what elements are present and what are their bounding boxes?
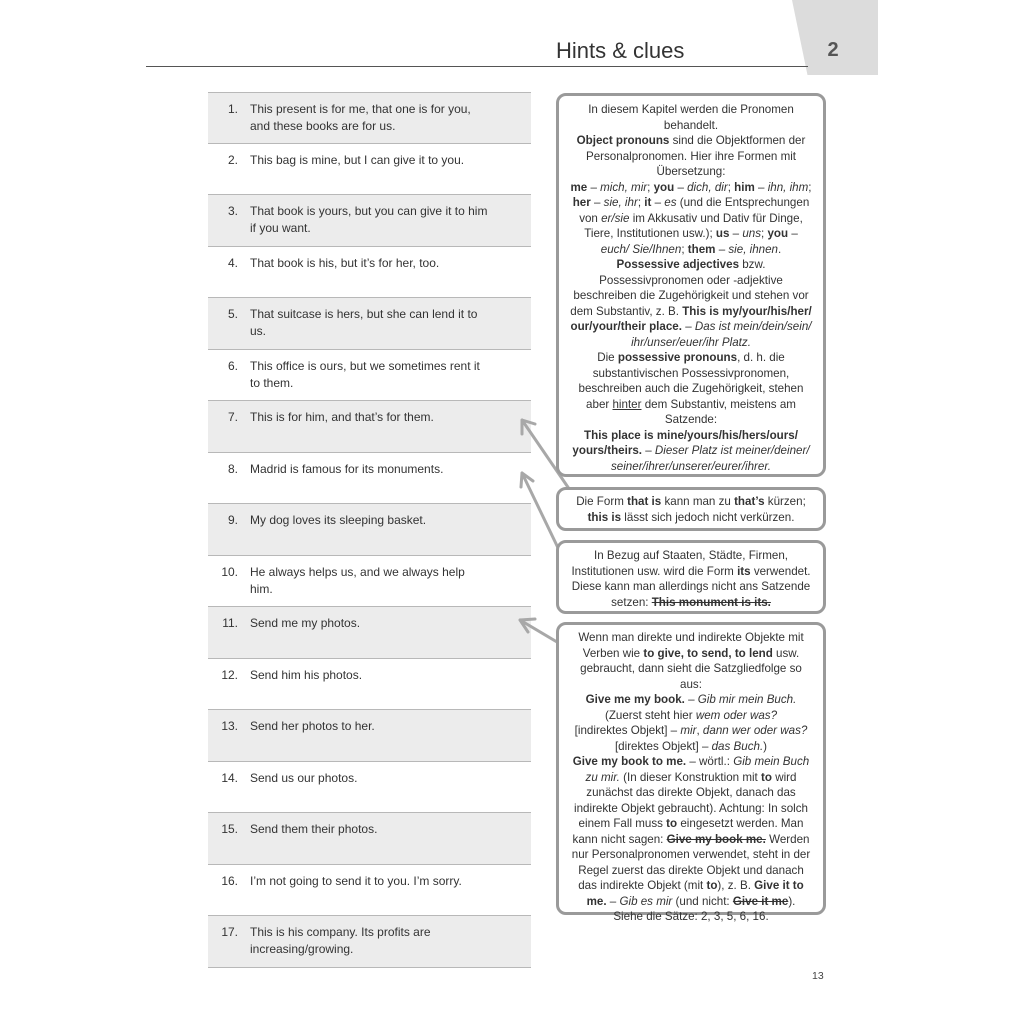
translation: wem oder was? (695, 708, 778, 722)
sentence-row (208, 813, 531, 865)
sentence-row (208, 762, 531, 814)
sentence-text: I’m not going to send it to you. I’m sorry. (250, 873, 462, 888)
hint-text: In diesem Kapitel werden die Pronomen behandelt. (588, 103, 794, 132)
sentence-row (208, 247, 531, 299)
sentence-text: My dog loves its sleeping basket. (250, 513, 427, 527)
sentence-number: 8. (227, 461, 238, 476)
sentence-number: 5. (227, 307, 238, 321)
term: you (653, 180, 675, 194)
page-title: Hints & clues (556, 38, 685, 63)
sentence-row (208, 298, 531, 350)
sentence-text: That book is yours, but you can give it to him if you want. (250, 204, 488, 235)
sentence-list (208, 92, 531, 968)
sentence-text: Madrid is famous for its monuments. (250, 461, 444, 476)
header-rule (146, 66, 808, 67)
translation: Gib mir mein Buch. (697, 693, 797, 706)
term: Possessive adjectives (616, 258, 740, 271)
translation: sie, ihr (603, 196, 638, 209)
wrong-example: Give my book me. (666, 832, 766, 846)
hint-text: (In dieser Konstruktion mit (619, 770, 762, 784)
translation: Gib es mir (619, 894, 673, 908)
sentence-number: 15. (221, 822, 238, 836)
example: Give me my book. (585, 693, 685, 706)
sentence-row (208, 350, 531, 402)
hint-text: – (606, 894, 620, 908)
sentence-text: This bag is mine, but I can give it to you. (250, 152, 465, 167)
translation: mich, mir (600, 180, 648, 194)
hint-box-that-is (556, 487, 826, 531)
sentence-row (208, 144, 531, 196)
hint-text: , (696, 724, 703, 737)
term: to (706, 879, 718, 892)
sentence-text: Send them their photos. (250, 822, 378, 836)
sentence-text: That suitcase is hers, but she can lend it to us. (250, 307, 478, 338)
sentence-text: Send me my photos. (250, 616, 361, 630)
hint-text: ). (788, 894, 796, 908)
hint-text: Die Form (576, 495, 628, 508)
sentence-number: 17. (221, 925, 238, 939)
term: Object pronouns (576, 134, 670, 147)
translation: Gib mein Buch zu mir. (585, 755, 810, 784)
sentence-text: This office is ours, but we sometimes rent it to them. (250, 358, 480, 390)
term: you (767, 227, 789, 240)
sentence-text: Send us our photos. (250, 770, 358, 785)
sentence-number: 3. (227, 204, 238, 218)
sentence-row (208, 504, 531, 556)
sentence-row (208, 607, 531, 659)
hint-text: kürzen; (764, 495, 806, 508)
hint-text: [direktes Objekt] – (614, 739, 712, 753)
hint-text: Wenn man direkte und indirekte Objekte mit Verben wie (578, 631, 804, 660)
sentence-text: This is for him, and that’s for them. (250, 410, 434, 424)
hint-text: Werden nur Personalpronomen verwendet, steht in der Regel zuerst das direkte Objekt und danach das indirekte Objekt (mit (571, 832, 811, 892)
term: me (570, 180, 588, 194)
wrong-example: Give it me (732, 894, 789, 908)
translation: uns (742, 227, 762, 240)
chapter-number: 2 (827, 39, 839, 61)
translation: euch/ Sie/Ihnen (600, 242, 682, 256)
page-number: 13 (812, 970, 824, 982)
hint-text: verwendet. Diese kann man allerdings nicht ans Satzende setzen: (571, 564, 811, 609)
translation: dich, dir (687, 180, 728, 194)
sentence-number: 2. (227, 152, 238, 167)
hint-box-word-order: Wenn man direkte und indirekte Objekte mit Verben wie to give, to send, to lend usw. gebraucht, dann sieht die Satzgliedfolge so aus: Give me my book. – Gib mir mein Buch. (Zuerst steht hier wem oder was? [indirektes Objekt] – mir, dann wer oder was? [direktes Objekt] – das Buch.) Give my book to me. – wörtl.: Gib mein Buch zu mir. (In dieser Konstruktion mit to wird zunächst das direkte Objekt, danach das indirekte Objekt gebraucht). Achtung: In solch einem Fall muss to eingesetzt werden. Man kann nicht sagen: Give my book me. Werden nur Personalpronomen verwendet, steht in der Regel zuerst das direkte Objekt und danach das indirekte Objekt (mit to), z. B. Give it to me. – Gib es mir (und nicht: Give it me). Siehe die Sätze: 2, 3, 5, 6, 16. (556, 622, 826, 915)
hint-text: Siehe die Sätze: 2, 3, 5, 6, 16. (613, 910, 769, 923)
term: that’s (734, 495, 765, 508)
sentence-number: 6. (227, 358, 238, 373)
term: to (761, 770, 772, 784)
hint-text: [indirektes Objekt] – (574, 724, 681, 737)
term: them (687, 242, 716, 256)
translation: Das ist mein/dein/sein/ ihr/unser/euer/ihr Platz. (631, 320, 812, 349)
hint-text: usw. gebraucht, dann sieht die Satzgliedfolge so aus: (580, 646, 802, 691)
example: This is my/your/his/her/ our/your/their place. (570, 304, 812, 333)
term: possessive pronouns (617, 351, 738, 364)
term: us (715, 227, 730, 240)
term: her (572, 196, 591, 209)
hint-text: (und die Entsprechungen von (579, 196, 810, 225)
sentence-row (208, 659, 531, 711)
sentence-number: 11. (222, 616, 238, 630)
sentence-text: That book is his, but it’s for her, too. (250, 255, 440, 270)
sentence-text: This is his company. Its profits are increasing/growing. (250, 925, 431, 956)
example: Give my book to me. (572, 755, 687, 768)
term: this is (587, 510, 622, 524)
translation: Dieser Platz ist meiner/deiner/ seiner/ihrer/unserer/eurer/ihrer. (610, 444, 810, 473)
hint-text: dem Substantiv, meistens am Satzende: (641, 397, 796, 426)
translation: es (664, 196, 677, 209)
sentence-row (208, 916, 531, 968)
sentence-row (208, 556, 531, 608)
term: it (644, 196, 652, 209)
sentence-row (208, 401, 531, 453)
wrong-example: This monument is its. (651, 595, 771, 609)
term: him (734, 180, 755, 194)
hint-box-pronouns: In diesem Kapitel werden die Pronomen behandelt. Object pronouns sind die Objektformen der Personalpronomen. Hier ihre Formen mit Übersetzung: me – mich, mir; you – dich, dir; him – ihn, ihm; her – sie, ihr; it – es (und die Entsprechungen von er/sie im Akkusativ und Dativ für Dinge, Tiere, Institutionen usw.); us – uns; you – euch/ Sie/Ihnen; them – sie, ihnen. Possessive adjectives bzw. Possessivpronomen oder -adjektive beschreiben die Zugehörigkeit und stehen vor dem Substantiv, z. B. This is my/your/his/her/ our/your/their place. – Das ist mein/dein/sein/ ihr/unser/euer/ihr Platz. Die possessive pronouns, d. h. die substantivischen Possessivpronomen, beschreiben auch die Zugehörigkeit, stehen aber hinter dem Substantiv, meistens am Satzende: This place is mine/yours/his/hers/ours/ yours/theirs. – Dieser Platz ist meiner/deiner/ seiner/ihrer/unserer/eurer/ihrer. (556, 93, 826, 477)
term: its (737, 564, 751, 578)
example: This place is mine/yours/his/hers/ours/ yours/theirs. (572, 428, 798, 457)
sentence-number: 16. (221, 873, 238, 888)
sentence-row (208, 865, 531, 917)
hint-text: lässt sich jedoch nicht verkürzen. (621, 510, 795, 524)
sentence-row (208, 453, 531, 505)
hint-text: sind die Objektformen der Personalpronomen. Hier ihre Formen mit Übersetzung: (585, 134, 806, 178)
hint-text: In Bezug auf Staaten, Städte, Firmen, Institutionen usw. wird die Form (571, 549, 788, 578)
hint-text: Die (597, 351, 618, 364)
sentence-number: 12. (221, 667, 238, 682)
translation: das Buch. (711, 739, 764, 753)
sentence-number: 13. (221, 719, 238, 733)
hint-text: ) (763, 739, 768, 753)
hint-box-its (556, 540, 826, 614)
translation: sie, ihnen (728, 242, 779, 256)
translation: mir (680, 724, 697, 737)
hint-text: ), z. B. (717, 879, 755, 892)
example: Give it to me. (586, 879, 804, 908)
term: that is (627, 495, 662, 508)
sentence-number: 14. (221, 770, 238, 785)
sentence-text: This present is for me, that one is for you, and these books are for us. (250, 102, 471, 133)
hint-text: eingesetzt werden. Man kann nicht sagen: (572, 817, 804, 846)
sentence-row (208, 710, 531, 762)
hint-text: (Zuerst steht hier (604, 708, 696, 722)
translation: er/sie (601, 211, 630, 225)
hint-text: wird zunächst das direkte Objekt, danach das indirekte Objekt gebraucht). Achtung: In solch einem Fall muss (574, 770, 808, 830)
sentence-number: 4. (227, 255, 238, 270)
term: to give, to send, to lend (643, 646, 773, 660)
sentence-row (208, 195, 531, 247)
sentence-number: 9. (227, 513, 238, 527)
term: to (666, 817, 678, 830)
sentence-number: 1. (227, 102, 238, 116)
translation: dann wer oder was? (702, 724, 808, 737)
translation: ihn, ihm (767, 180, 809, 194)
hint-text: (und nicht: (672, 894, 733, 908)
sentence-number: 7. (227, 410, 238, 424)
sentence-text: Send her photos to her. (250, 719, 375, 733)
sentence-number: 10. (221, 564, 238, 579)
sentence-text: He always helps us, and we always help him. (250, 564, 465, 596)
sentence-text: Send him his photos. (250, 667, 363, 682)
hint-text: , d. h. die substantivischen Possessivpronomen, beschreiben auch die Zugehörigkeit, stehen aber (578, 351, 804, 411)
hint-text: – wörtl.: (686, 755, 734, 768)
hint-text: im Akkusativ und Dativ für Dinge, Tiere, Institutionen usw.); (584, 211, 803, 240)
sentence-row (208, 92, 531, 144)
emphasis: hinter (612, 397, 642, 411)
hint-text: bzw. Possessivpronomen oder -adjektive beschreiben die Zugehörigkeit und stehen vor dem Substantiv, z. B. (570, 258, 809, 318)
hint-text: kann man zu (661, 495, 735, 508)
